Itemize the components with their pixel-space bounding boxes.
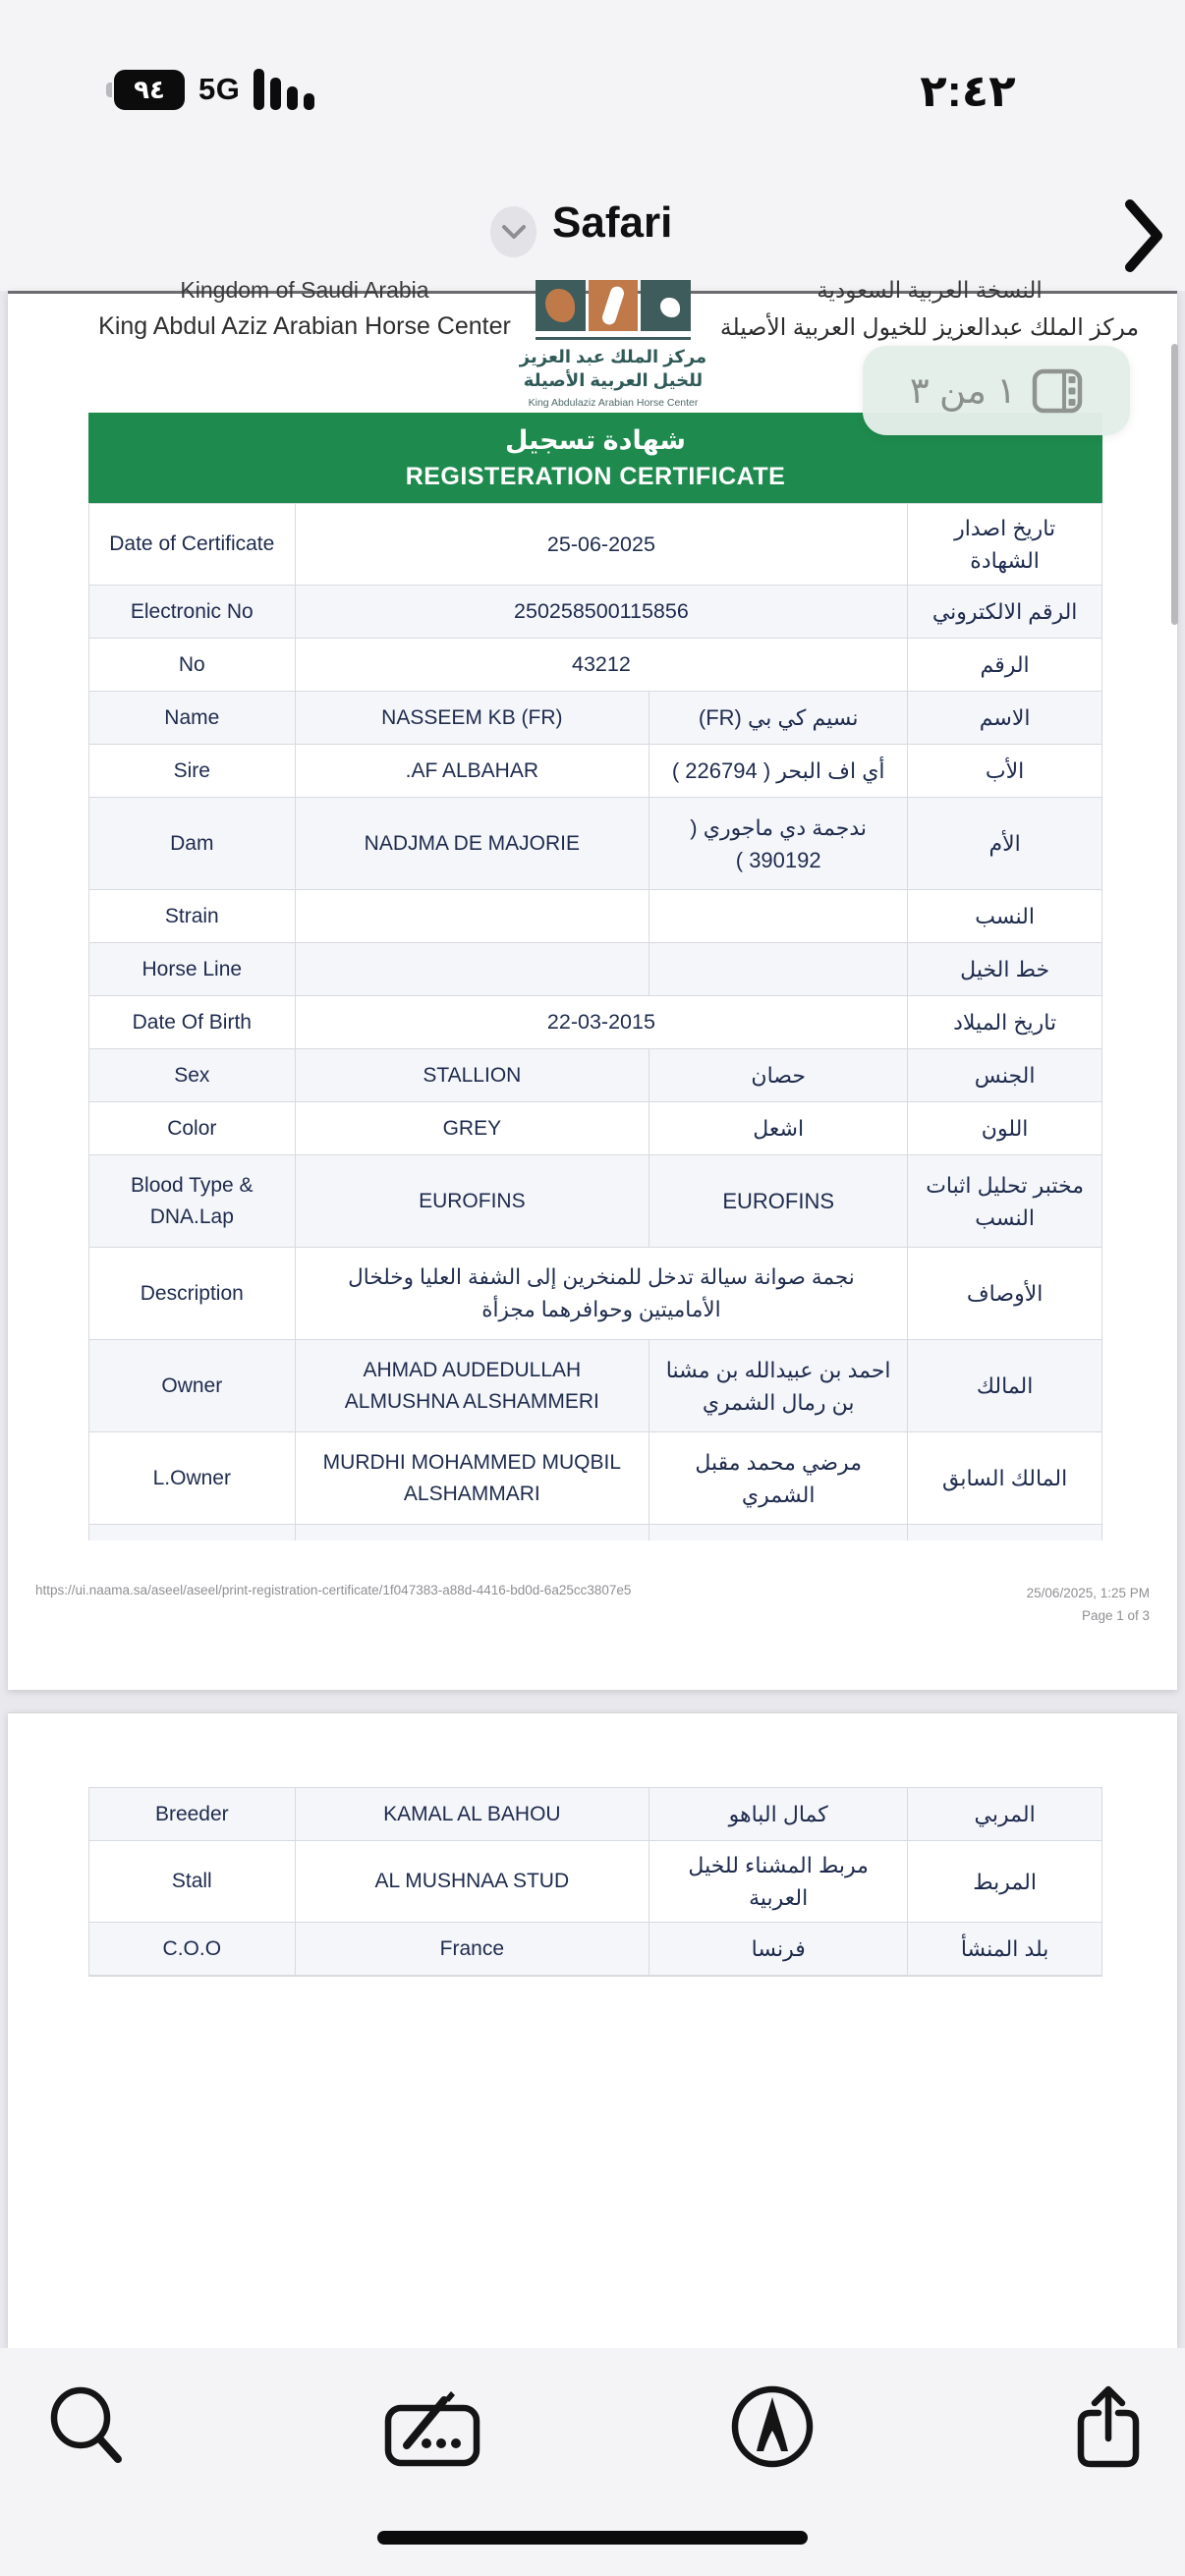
horse-center-logo [519,280,707,409]
row-label-ar: المالك السابق [942,1466,1068,1490]
row-label-en: Stall [89,1841,296,1922]
row-label-en: Strain [89,890,296,942]
page-number: Page 1 of 3 [1081,1607,1150,1623]
page-indicator-pill [863,346,1130,435]
row-label-en: Dam [89,798,296,889]
logo-title-arabic: مركز الملك عبد العزيز للخيل العربية الأصيلة [519,347,707,391]
version-title-ar: النسخة العربية السعودية [817,277,1043,303]
logo-caption: King Abdulaziz Arabian Horse Center [528,396,699,409]
certificate-page-1 [8,277,1177,1690]
row-value-en [296,1525,650,1540]
battery-percent: ٩٤ [114,70,185,110]
markup-icon [383,2382,481,2471]
kingdom-title: Kingdom of Saudi Arabia [180,277,429,303]
table-row [89,1102,1101,1155]
row-label-en: C.O.O [89,1923,296,1975]
table-row [89,798,1101,890]
table-row [89,745,1101,798]
table-row [89,996,1101,1049]
row-label-ar: خط الخيل [960,957,1050,981]
row-label-en: Horse Line [89,943,296,995]
row-value: 250258500115856 [296,586,909,638]
row-value: 43212 [296,639,909,691]
table-row [89,1923,1101,1976]
logo-artwork [536,280,691,331]
row-value-en [296,943,650,995]
row-value-en [296,890,650,942]
chevron-down-icon [501,223,527,241]
source-url: https://ui.naama.sa/aseel/aseel/print-registration-certificate/1f047383-a88d-4416-bd0d-6a25cc3807e5 [35,1583,632,1597]
print-footer [35,1583,1150,1628]
row-label-ar: تاريخ اصدار الشهادة [954,516,1056,573]
row-value-en: AHMAD AUDEDULLAH ALMUSHNA ALSHAMMERI [296,1340,650,1431]
row-label-en: Name [89,692,296,744]
autofill-pen-button[interactable] [725,2380,819,2474]
pdf-viewer[interactable] [0,277,1185,2348]
table-row [89,1432,1101,1525]
row-label-ar: المالك [976,1373,1034,1398]
row-value-ar: اشعل [649,1102,908,1154]
app-title: Safari [552,198,673,247]
table-row [89,1340,1101,1432]
row-label-en: Owner [89,1340,296,1431]
row-label-ar: اللون [981,1116,1029,1141]
signal-strength-icon [254,69,314,110]
home-indicator[interactable] [377,2531,808,2545]
battery-cap [106,83,112,97]
row-label-ar [908,1525,1101,1540]
row-value-ar: EUROFINS [649,1155,908,1247]
header-english [31,277,578,341]
table-row [89,1525,1101,1540]
pages-icon [1032,368,1083,414]
row-label-en: Breeder [89,1788,296,1840]
table-row [89,692,1101,745]
row-label-en: Description [89,1248,296,1339]
page-indicator-label: ١ من ٣ [909,370,1017,411]
row-label-en: Electronic No [89,586,296,638]
app-switcher-banner [0,193,1185,279]
row-value-en: STALLION [296,1049,650,1101]
scrollbar[interactable] [1171,344,1178,625]
table-row [89,1155,1101,1248]
row-value-ar: مربط المشناء للخيل العربية [649,1841,908,1922]
pen-circle-icon [729,2383,816,2470]
row-label-ar: الأب [985,758,1025,783]
row-value-en: NASSEEM KB (FR) [296,692,650,744]
row-value: 22-03-2015 [296,996,909,1048]
row-value-ar [649,1525,908,1540]
row-value-en: EUROFINS [296,1155,650,1247]
table-row [89,890,1101,943]
search-button[interactable] [39,2380,134,2474]
row-value-en: GREY [296,1102,650,1154]
row-label-en: L.Owner [89,1432,296,1524]
row-label-ar: بلد المنشأ [960,1936,1049,1961]
row-label-ar: الرقم [980,652,1030,677]
row-label-en: No [89,639,296,691]
center-title-ar: مركز الملك عبدالعزيز للخيول العربية الأصيلة [719,314,1140,340]
row-label-ar: الرقم الالكتروني [931,599,1078,624]
row-value-en: AL MUSHNAA STUD [296,1841,650,1922]
header-arabic [707,277,1152,341]
table-row [89,1049,1101,1102]
table-row [89,943,1101,996]
row-label-ar: المربط [973,1869,1037,1894]
table-row [89,586,1101,639]
certificate-page-2 [8,1712,1177,2348]
row-value-ar: ندجمة دي ماجوري ( 390192 ) [649,798,908,889]
row-value-en: NADJMA DE MAJORIE [296,798,650,889]
row-value-ar: مرضي محمد مقبل الشمري [649,1432,908,1524]
network-type-label: 5G [198,72,241,106]
row-label-ar: الأم [988,831,1021,856]
row-label-en: Sex [89,1049,296,1101]
collapse-button[interactable] [490,206,536,257]
row-label-ar: تاريخ الميلاد [953,1010,1057,1035]
certificate-table-page2 [88,1787,1102,1977]
chevron-right-icon [1122,196,1165,275]
row-value-ar: حصان [649,1049,908,1101]
table-row [89,1248,1101,1340]
logo-divider [536,337,691,340]
row-value: 25-06-2025 [296,504,909,585]
share-icon [1073,2381,1144,2472]
row-value-en: KAMAL AL BAHOU [296,1788,650,1840]
row-value-en: .AF ALBAHAR [296,745,650,797]
print-meta [1027,1583,1150,1628]
row-label-ar: الجنس [974,1063,1036,1088]
banner-title-arabic: شهادة تسجيل [504,424,686,455]
row-value-ar [649,890,908,942]
table-row [89,504,1101,586]
battery-icon [106,70,185,110]
row-label-en: Blood Type & DNA.Lap [89,1155,296,1247]
row-label-en: Sire [89,745,296,797]
clock-label: ٢:٤٢ [920,66,1016,116]
status-left-cluster [106,69,314,110]
row-value-ar: احمد بن عبيدالله بن مشنا بن رمال الشمري [649,1340,908,1431]
row-label-ar: المربي [974,1802,1036,1826]
row-label-en [89,1525,296,1540]
row-value-ar: نسيم كي بي (FR) [649,692,908,744]
row-label-ar: النسب [975,904,1035,928]
row-label-en: Date Of Birth [89,996,296,1048]
row-label-en: Color [89,1102,296,1154]
markup-button[interactable] [385,2380,480,2474]
table-row [89,1788,1101,1841]
row-value: نجمة صوانة سيالة تدخل للمنخرين إلى الشفة العليا وخلخال الأماميتين وحوافرهما مجزأة [296,1248,909,1339]
print-datetime: 25/06/2025, 1:25 PM [1026,1586,1150,1600]
row-value-ar: أي اف البحر ( 226794 ) [649,745,908,797]
row-value-en: France [296,1923,650,1975]
row-label-en: Date of Certificate [89,504,296,585]
banner-title-english: REGISTERATION CERTIFICATE [405,462,786,490]
row-value-ar [649,943,908,995]
row-label-ar: مختبر تحليل اثبات النسب [926,1172,1085,1230]
open-app-button[interactable] [1122,196,1165,280]
certificate-table-page1 [88,503,1102,1540]
table-row [89,639,1101,692]
row-label-ar: الأوصاف [966,1281,1044,1306]
row-value-en: MURDHI MOHAMMED MUQBIL ALSHAMMARI [296,1432,650,1524]
status-bar [0,0,1185,128]
row-label-ar: الاسم [979,705,1031,730]
share-button[interactable] [1061,2380,1156,2474]
table-row [89,1841,1101,1923]
row-value-ar: فرنسا [649,1923,908,1975]
search-icon [46,2385,127,2468]
center-title-en: King Abdul Aziz Arabian Horse Center [98,312,511,340]
row-value-ar: كمال الباهو [649,1788,908,1840]
